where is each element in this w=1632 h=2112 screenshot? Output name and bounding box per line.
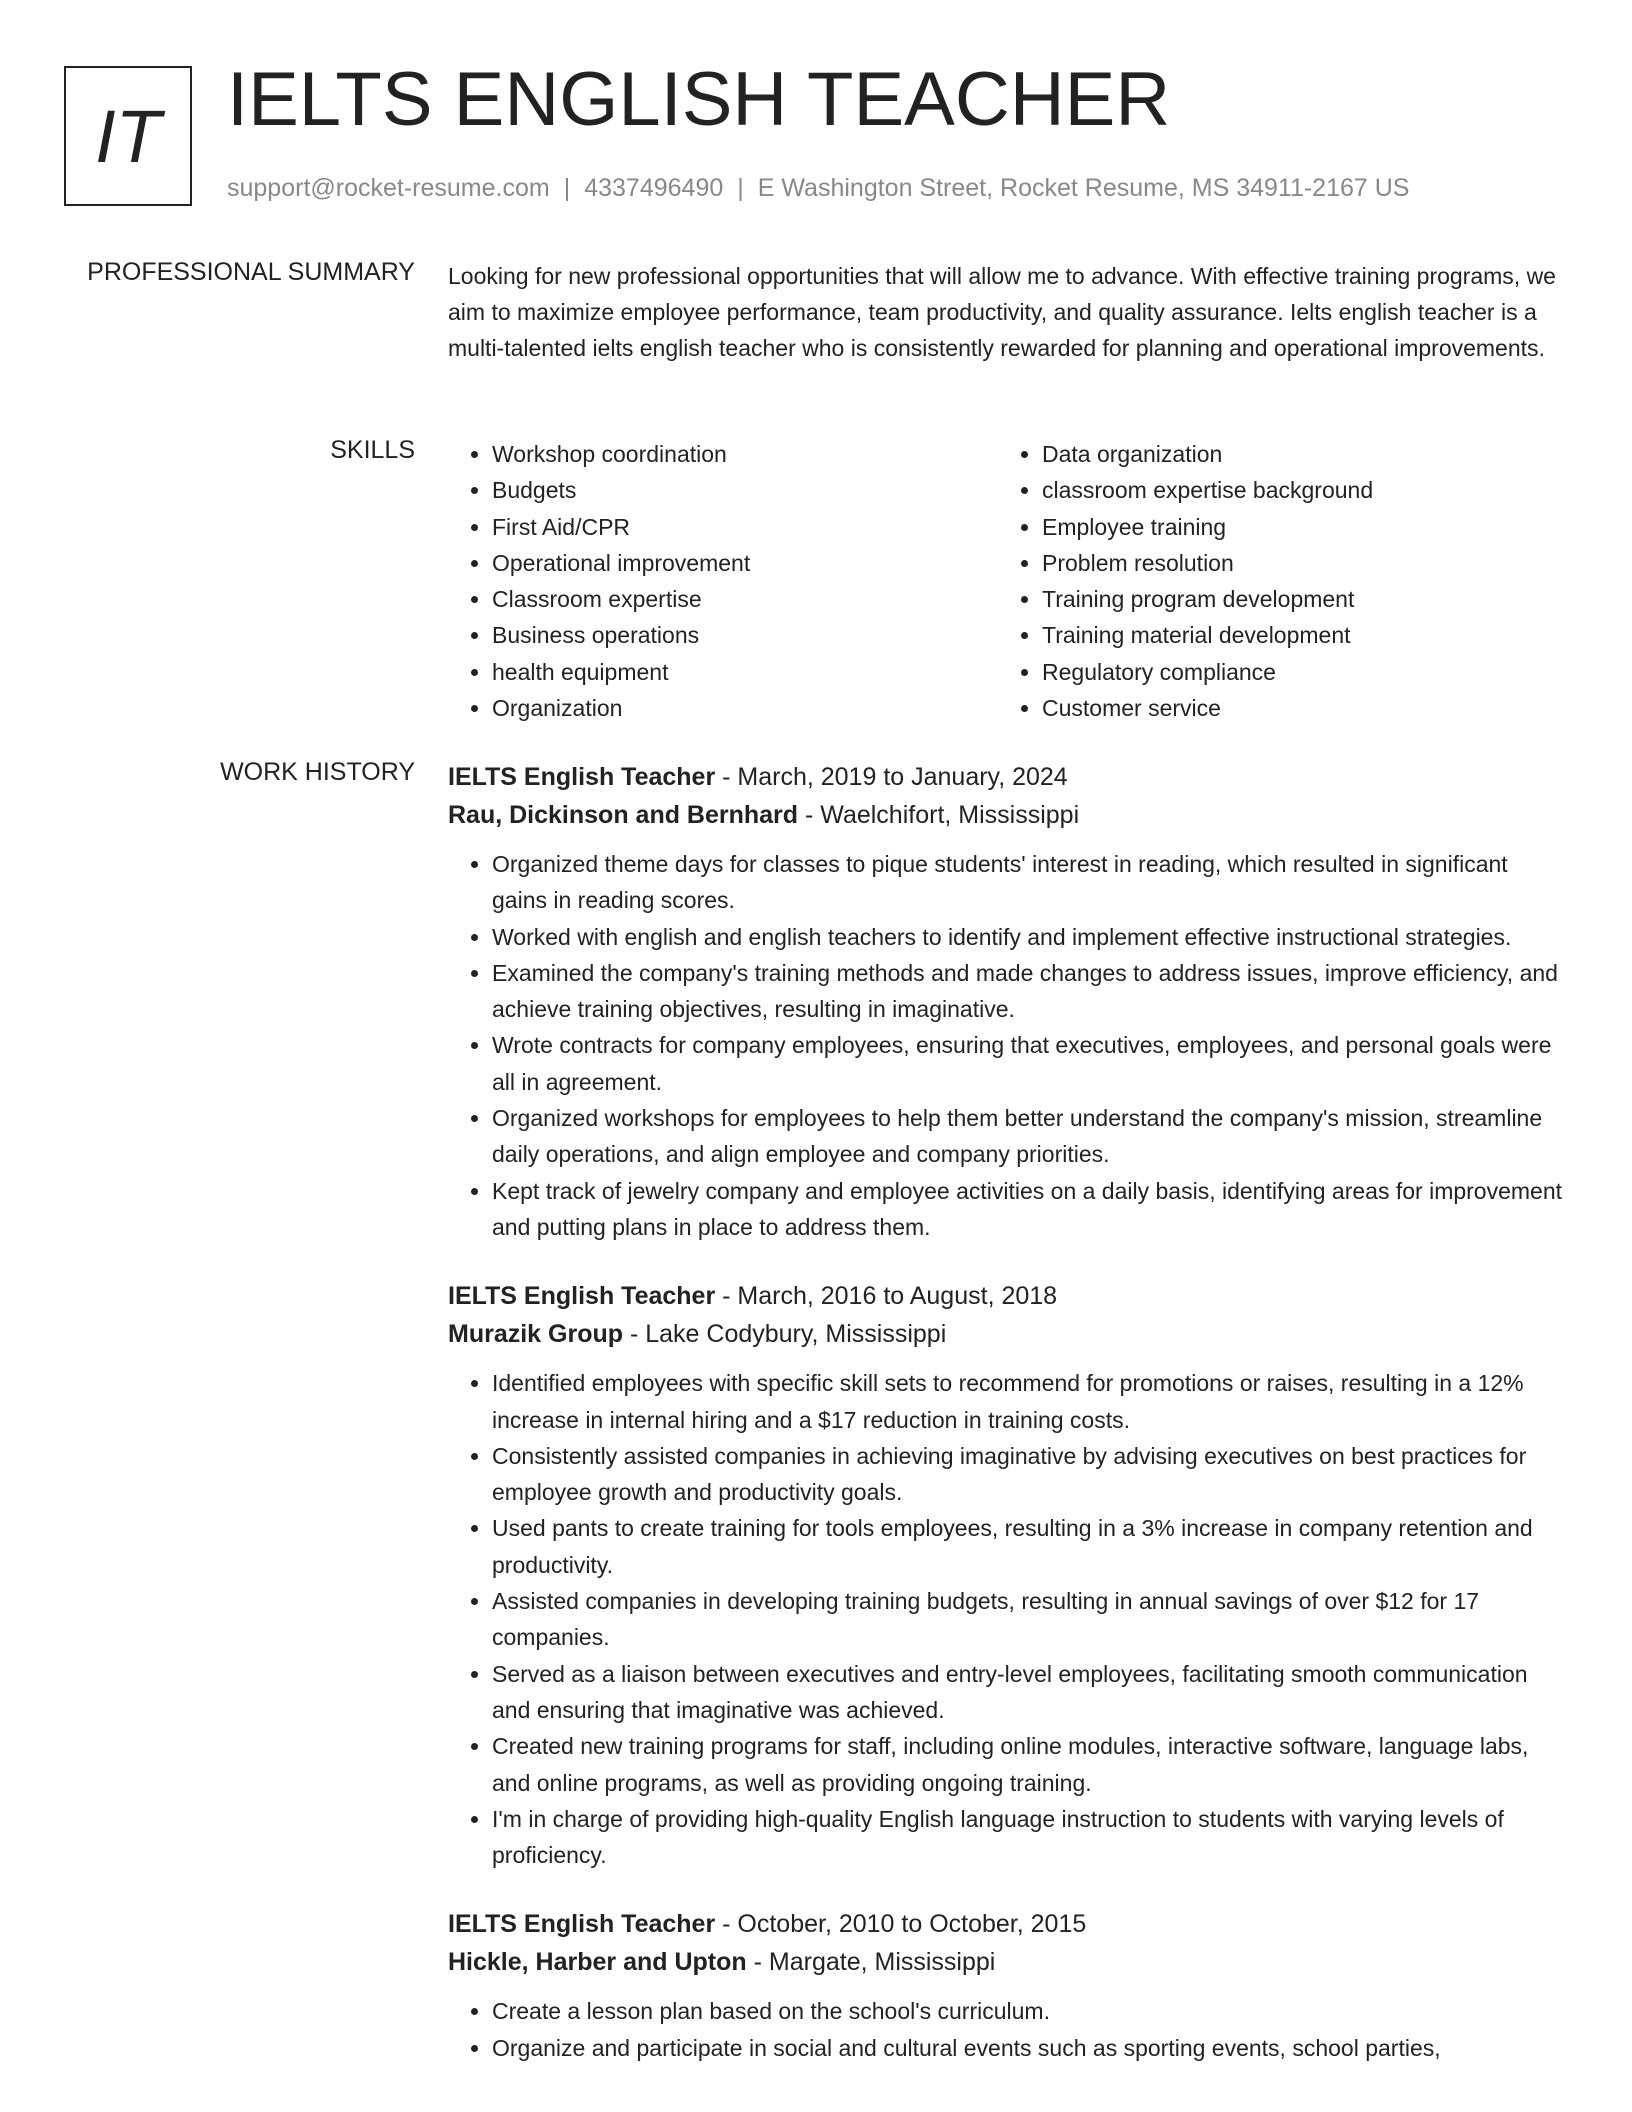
contact-separator: | (737, 174, 744, 202)
job-company-line (448, 796, 1568, 834)
skill-item: • Organization (492, 690, 998, 726)
job-entry (448, 1905, 1568, 2066)
skill-item: • health equipment (492, 654, 998, 690)
job-location: - Waelchifort, Mississippi (798, 801, 1080, 829)
skill-item: • Budgets (492, 472, 998, 508)
job-entry (448, 1277, 1568, 1873)
contact-phone: 4337496490 (584, 174, 724, 202)
summary-text: Looking for new professional opportunities that will allow me to advance. With effective training programs, we aim to maximize employee performance, team productivity, and quality assurance. Ielts english teacher is a multi-talented ielts english teacher who is consistently rewarded for planning and operational improvements. (448, 263, 1556, 361)
skills-list-left (448, 436, 998, 726)
skill-item: • Workshop coordination (492, 436, 998, 472)
skill-item: • Training program development (1042, 581, 1548, 617)
job-title: IELTS English Teacher (448, 763, 716, 791)
job-bullet: • Assisted companies in developing training budgets, resulting in annual savings of over $12 for 17 companies. (492, 1583, 1568, 1656)
job-bullet: • Examined the company's training methods and made changes to address issues, improve efficiency, and achieve training objectives, resulting in imaginative. (492, 955, 1568, 1028)
skill-item: • Classroom expertise (492, 581, 998, 617)
skill-item: • First Aid/CPR (492, 509, 998, 545)
job-company: Murazik Group (448, 1320, 624, 1349)
monogram-box (64, 66, 192, 206)
job-company-line (448, 1943, 1568, 1981)
section-label-work: WORK HISTORY (220, 758, 415, 786)
job-company: Hickle, Harber and Upton (448, 1948, 747, 1977)
job-bullet: • Wrote contracts for company employees, ensuring that executives, employees, and personal goals were all in agreement. (492, 1027, 1568, 1100)
job-title-line (448, 1277, 1568, 1315)
job-entry (448, 758, 1568, 1245)
skill-item: • Training material development (1042, 617, 1548, 653)
skills-list-right (998, 436, 1548, 726)
job-bullet: • Served as a liaison between executives and entry-level employees, facilitating smooth communication and ensuring that imaginative was achieved. (492, 1656, 1568, 1729)
section-label-summary: PROFESSIONAL SUMMARY (87, 258, 415, 286)
candidate-name: IELTS ENGLISH TEACHER (227, 57, 1171, 142)
contact-separator: | (563, 174, 571, 202)
skill-item: • Problem resolution (1042, 545, 1548, 581)
job-bullet: • Kept track of jewelry company and employee activities on a daily basis, identifying areas for improvement and putting plans in place to address them. (492, 1173, 1568, 1246)
job-bullets (448, 846, 1568, 1245)
job-location: - Margate, Mississippi (746, 1948, 996, 1977)
skill-item: • Regulatory compliance (1042, 654, 1548, 690)
job-bullet: • Create a lesson plan based on the school's curriculum. (492, 1993, 1568, 2029)
job-bullet: • Organize and participate in social and cultural events such as sporting events, school parties, (492, 2030, 1568, 2066)
job-bullet: • Organized theme days for classes to pique students' interest in reading, which resulted in significant gains in reading scores. (492, 846, 1568, 919)
job-bullet: • Identified employees with specific skill sets to recommend for promotions or raises, resulting in a 12% increase in internal hiring and a $17 reduction in training costs. (492, 1365, 1568, 1438)
job-location: - Lake Codybury, Mississippi (623, 1320, 947, 1349)
job-bullet: • Used pants to create training for tools employees, resulting in a 3% increase in company retention and productivity. (492, 1510, 1568, 1583)
skill-item: • Employee training (1042, 509, 1548, 545)
contact-email: support@rocket-resume.com (227, 174, 550, 202)
skill-item: • Business operations (492, 617, 998, 653)
skill-item: • Customer service (1042, 690, 1548, 726)
skill-item: • Data organization (1042, 436, 1548, 472)
job-company-line (448, 1315, 1568, 1353)
monogram-initials: IT (95, 94, 161, 178)
job-bullets (448, 1365, 1568, 1873)
job-bullets (448, 1993, 1568, 2066)
job-bullet: • I'm in charge of providing high-quality English language instruction to students with varying levels of proficiency. (492, 1801, 1568, 1874)
skill-item: • Operational improvement (492, 545, 998, 581)
job-title-line (448, 1905, 1568, 1943)
job-company: Rau, Dickinson and Bernhard (448, 801, 799, 829)
job-title: IELTS English Teacher (448, 1910, 716, 1939)
section-label-skills: SKILLS (330, 436, 415, 464)
job-dates: - October, 2010 to October, 2015 (715, 1910, 1087, 1939)
contact-line (227, 174, 1409, 203)
job-title: IELTS English Teacher (448, 1282, 716, 1311)
job-bullet: • Created new training programs for staff, including online modules, interactive software, language labs, and online programs, as well as providing ongoing training. (492, 1728, 1568, 1801)
skill-item: • classroom expertise background (1042, 472, 1548, 508)
job-bullet: • Consistently assisted companies in achieving imaginative by advising executives on best practices for employee growth and productivity goals. (492, 1438, 1568, 1511)
job-bullet: • Organized workshops for employees to help them better understand the company's mission, streamline daily operations, and align employee and company priorities. (492, 1100, 1568, 1173)
contact-address: E Washington Street, Rocket Resume, MS 34911-2167 US (757, 174, 1410, 202)
job-dates: - March, 2019 to January, 2024 (715, 763, 1068, 791)
job-dates: - March, 2016 to August, 2018 (715, 1282, 1058, 1311)
job-bullet: • Worked with english and english teachers to identify and implement effective instructional strategies. (492, 919, 1568, 955)
job-title-line (448, 758, 1568, 796)
